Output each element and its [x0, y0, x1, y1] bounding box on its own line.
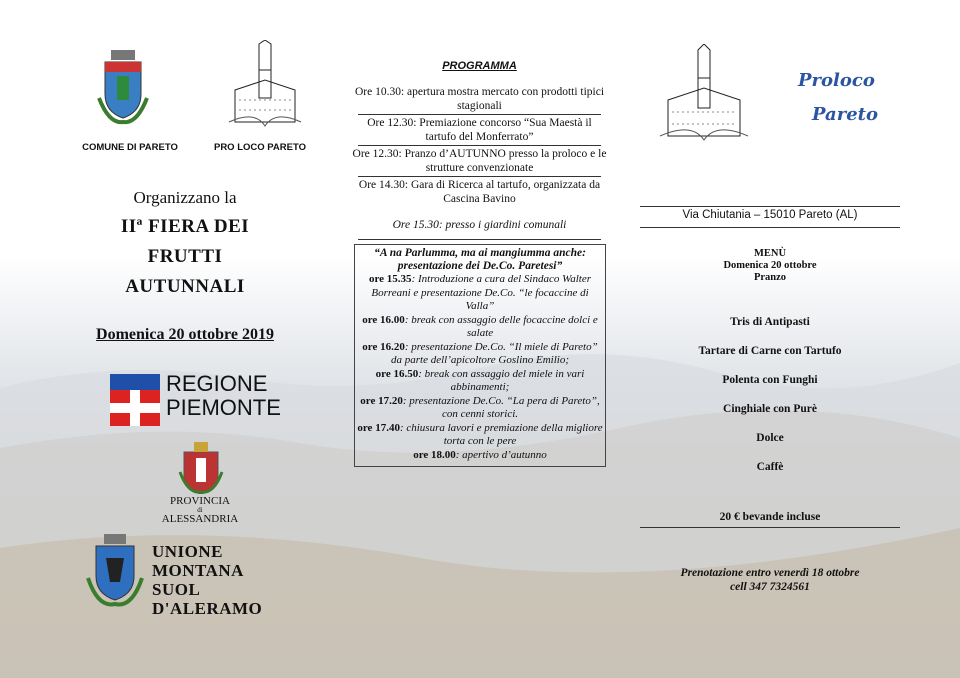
phone-text: cell 347 7324561 — [730, 581, 810, 593]
fair-title-line3: AUTUNNALI — [125, 276, 245, 297]
unione-line3: SUOL D'ALERAMO — [152, 580, 263, 618]
menu-item: Cinghiale con Purè — [723, 403, 817, 415]
deco-item-time: ore 16.00 — [362, 313, 405, 326]
regione-logo — [60, 372, 310, 432]
proloco-line1: Proloco — [798, 70, 875, 91]
logo-row — [60, 40, 310, 153]
provincia-line1: PROVINCIA — [170, 495, 230, 507]
deco-item-text: : presentazione De.Co. “La pera di Pareto”, con cenni storici. — [402, 394, 600, 420]
fair-title-line1: IIª FIERA DEI — [120, 216, 250, 237]
provincia-di: di — [197, 506, 203, 514]
deco-item — [357, 449, 603, 463]
deco-item-text: : break con assaggio delle focaccine dolci e salate — [404, 313, 598, 339]
unione-montana-logo — [60, 534, 310, 618]
deco-item — [357, 422, 603, 449]
menu-item: Caffè — [756, 461, 784, 473]
menu-item: Tartare di Carne con Tartufo — [698, 345, 842, 357]
provincia-logo — [60, 438, 310, 530]
menu-item: Tris di Antipasti — [730, 316, 810, 328]
programma-ore-1530: Ore 15.30: presso i giardini comunali — [392, 219, 567, 231]
programma-item: Ore 10.30: apertura mostra mercato con prodotti tipici stagionali — [354, 86, 605, 112]
divider — [640, 227, 900, 228]
comune-pareto-crest-icon — [95, 48, 151, 128]
programma-item: Ore 14.30: Gara di Ricerca al tartufo, organizzata da Cascina Bavino — [358, 179, 601, 205]
regione-line2: PIEMONTE — [166, 395, 281, 420]
menu-title: MENÙ — [753, 248, 787, 259]
right-header — [640, 40, 900, 160]
booking-info — [640, 566, 900, 594]
unione-line2: MONTANA — [152, 561, 244, 580]
comune-caption: COMUNE DI PARETO — [82, 142, 178, 153]
regione-piemonte-shield-icon — [110, 374, 160, 426]
proloco-pareto-logo-text — [798, 64, 878, 132]
deco-item-time: ore 16.50 — [375, 367, 419, 380]
deco-item-time: ore 17.40 — [357, 421, 400, 434]
deco-item — [357, 314, 603, 341]
divider — [640, 206, 900, 207]
event-date: Domenica 20 ottobre 2019 — [96, 326, 274, 343]
deco-item — [357, 341, 603, 368]
unione-text — [152, 542, 310, 618]
pareto-church-drawing-icon — [225, 40, 305, 130]
deco-item-text: : break con assaggio del miele in vari abbinamenti; — [418, 367, 585, 393]
deco-item-text: : Introduzione a cura del Sindaco Walter Borreani e presentazione De.Co. “le focaccine di Valla” — [371, 273, 592, 312]
divider — [640, 527, 900, 528]
deco-item-time: ore 18.00 — [413, 448, 456, 461]
menu-item: Dolce — [756, 432, 784, 444]
provincia-alessandria-crest-icon — [178, 442, 224, 494]
unione-montana-crest-icon — [84, 534, 146, 608]
proloco-caption: PRO LOCO PARETO — [213, 142, 307, 153]
deco-item — [357, 395, 603, 422]
price-text: 20 € bevande incluse — [719, 511, 821, 523]
left-column — [60, 40, 310, 618]
menu-item: Polenta con Funghi — [722, 374, 818, 386]
menu-meal: Pranzo — [753, 272, 787, 283]
deco-presentation-box — [354, 244, 606, 467]
deco-item-text: : apertivo d’autunno — [455, 448, 547, 461]
deco-item-text: : chiusura lavori e premiazione della migliore torta con le pere — [399, 421, 603, 447]
deco-item-time: ore 16.20 — [362, 340, 405, 353]
programma-item: Ore 12.30: Premiazione concorso “Sua Maestà il tartufo del Monferrato” — [367, 117, 592, 143]
programma-item: Ore 12.30: Pranzo d’AUTUNNO presso la proloco e le strutture convenzionate — [352, 148, 607, 174]
deco-item-time: ore 17.20 — [360, 394, 403, 407]
address: Via Chiutania – 15010 Pareto (AL) — [682, 209, 858, 221]
pareto-church-drawing-icon — [658, 44, 750, 144]
provincia-line2: ALESSANDRIA — [161, 513, 239, 525]
provincia-text — [160, 496, 240, 525]
deco-item — [357, 273, 603, 314]
deco-item-text: : presentazione De.Co. “Il miele di Pareto” da parte dell’apicoltore Goslino Emilio; — [390, 340, 598, 366]
deco-box-title: “A na Parlumma, ma ai mangiumma anche: presentazione dei De.Co. Paretesi” — [374, 247, 586, 272]
regione-text — [166, 372, 281, 420]
menu-column — [640, 40, 900, 594]
proloco-line2: Pareto — [812, 104, 878, 125]
divider — [358, 239, 601, 240]
unione-line1: UNIONE — [152, 542, 224, 561]
programma-column — [352, 60, 607, 467]
fair-title-line2: FRUTTI — [147, 246, 223, 267]
deco-item — [357, 368, 603, 395]
programma-title: PROGRAMMA — [442, 60, 517, 72]
booking-text: Prenotazione entro venerdì 18 ottobre — [680, 567, 860, 579]
organizzano-text: Organizzano la — [133, 188, 237, 207]
menu-date: Domenica 20 ottobre — [723, 260, 817, 271]
regione-line1: REGIONE — [166, 371, 268, 396]
deco-item-time: ore 15.35 — [368, 273, 412, 285]
